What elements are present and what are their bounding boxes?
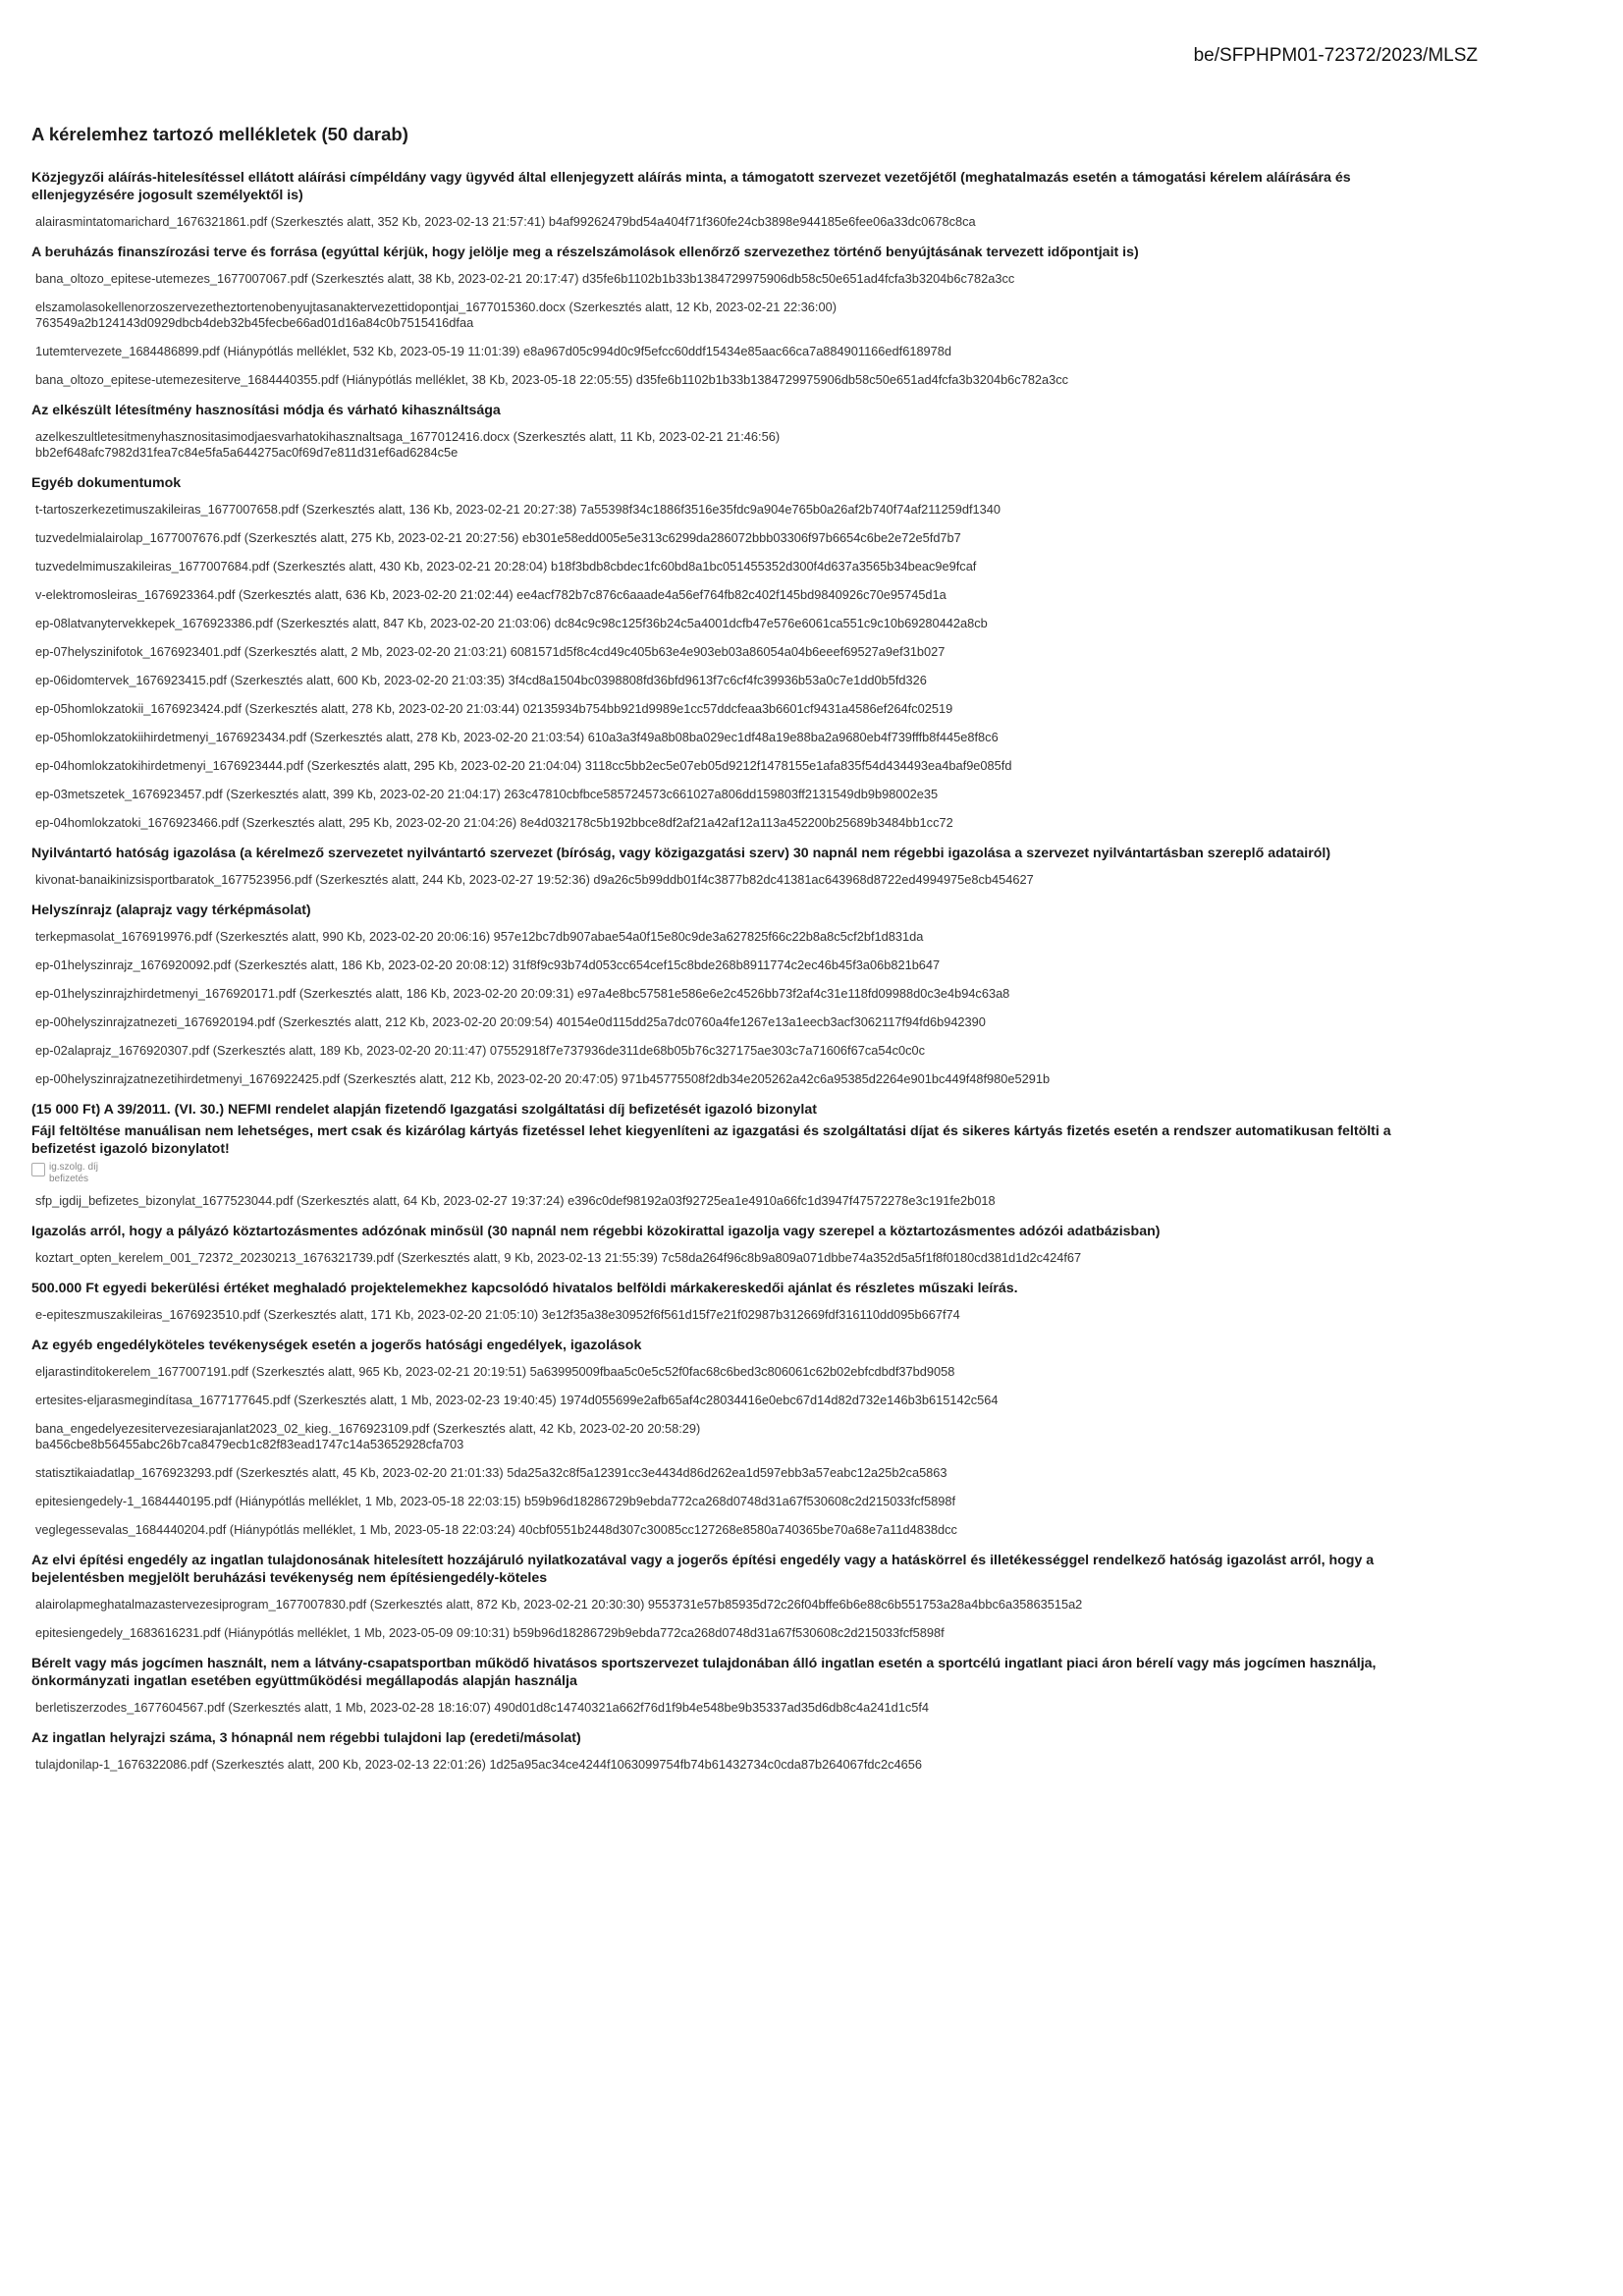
attachment-section	[29, 169, 1443, 230]
attachment-file[interactable]: epitesiengedely-1_1684440195.pdf (Hiánypótlás melléklet, 1 Mb, 2023-05-18 22:03:15) b59b96d18286729b9ebda772ca268d0748d31a67f530608c2d215033fcf5898f	[35, 1494, 956, 1508]
attachment-file[interactable]: veglegessevalas_1684440204.pdf (Hiánypótlás melléklet, 1 Mb, 2023-05-18 22:03:24) 40cbf0551b2448d307c30085cc127268e8580a740365be70a68e7a11d4838dcc	[35, 1522, 957, 1537]
attachment-file[interactable]: ep-02alaprajz_1676920307.pdf (Szerkesztés alatt, 189 Kb, 2023-02-20 20:11:47) 07552918f7e737936de311de68b05b76c327175ae303c7a71606f67ca54c0c0c	[35, 1043, 926, 1058]
page-title: A kérelemhez tartozó mellékletek (50 darab)	[31, 124, 408, 144]
attachment-file[interactable]: ep-05homlokzatokii_1676923424.pdf (Szerkesztés alatt, 278 Kb, 2023-02-20 21:03:44) 02135934b754bb921d9989e1cc57ddcfeaa3b6601cf9431a4586ef264fc02519	[35, 701, 953, 716]
section-title: Helyszínrajz (alaprajz vagy térképmásolat)	[31, 902, 311, 918]
section-title: Az elkészült létesítmény hasznosítási módja és várható kihasználtsága	[31, 403, 501, 418]
attachment-file[interactable]: ep-01helyszinrajz_1676920092.pdf (Szerkesztés alatt, 186 Kb, 2023-02-20 20:08:12) 31f8f9c93b74d053cc654cef15c8bde268b8911774c2ec46b45f3a06b821b647	[35, 957, 941, 972]
attachment-file[interactable]: ep-08latvanytervekkepek_1676923386.pdf (Szerkesztés alatt, 847 Kb, 2023-02-20 21:03:06) dc84c9c98c125f36b24c5a4001dcfb47e576e6061ca551c9c10b69280442a8cb	[35, 616, 988, 630]
attachment-file[interactable]: koztart_opten_kerelem_001_72372_20230213_1676321739.pdf (Szerkesztés alatt, 9 Kb, 2023-02-13 21:55:39) 7c58da264f96c8b9a809a071dbbe74a352d5a5f1f8f0180cd381d1d2c424f67	[35, 1250, 1082, 1265]
attachment-file[interactable]: berletiszerzodes_1677604567.pdf (Szerkesztés alatt, 1 Mb, 2023-02-28 18:16:07) 490d01d8c14740321a662f76d1f9b4e548be9b35337ad35d6db8c4a241d1c5f4	[35, 1700, 930, 1715]
attachment-section	[29, 402, 1443, 461]
attachment-file[interactable]: azelkeszultletesitmenyhasznositasimodjaesvarhatokihasznaltsaga_1677012416.docx (Szerkesztés alatt, 11 Kb, 2023-02-21 21:46:56) bb2ef648afc7982d31fea7c84e5fa5a644275ac0f69d7e811d31ef6ad6284c5e	[35, 429, 781, 460]
attachment-file[interactable]: ep-01helyszinrajzhirdetmenyi_1676920171.pdf (Szerkesztés alatt, 186 Kb, 2023-02-20 20:09:31) e97a4e8bc57581e586e6e2c4526bb73f2af4c31e118fd09988d0c3e4b94c63a8	[35, 986, 1010, 1001]
attachment-file[interactable]: ep-04homlokzatokihirdetmenyi_1676923444.pdf (Szerkesztés alatt, 295 Kb, 2023-02-20 21:04:04) 3118cc5bb2ec5e07eb05d9212f1478155e1afa835f54d434493ea4baf9e085fd	[35, 758, 1012, 773]
attachment-section	[29, 1280, 1443, 1323]
attachment-section	[29, 474, 1443, 831]
document-stamp-icon	[31, 1163, 45, 1176]
section-title: Az egyéb engedélyköteles tevékenységek esetén a jogerős hatósági engedélyek, igazolások	[31, 1338, 642, 1353]
attachment-file[interactable]: terkepmasolat_1676919976.pdf (Szerkesztés alatt, 990 Kb, 2023-02-20 20:06:16) 957e12bc7db907abae54a0f15e80c9de3a627825f66c22b8a8c5cf2bf1d831da	[35, 929, 924, 944]
attachment-file[interactable]: kivonat-banaikinizsisportbaratok_1677523956.pdf (Szerkesztés alatt, 244 Kb, 2023-02-27 19:52:36) d9a26c5b99ddb01f4c3877b82dc41381ac643968d8722ed4994975e8cb454627	[35, 872, 1034, 887]
fee-note-text: Fájl feltöltése manuálisan nem lehetséges, mert csak és kizárólag kártyás fizetéssel lehet kiegyenlíteni az igazgatási és szolgáltatási díjat és sikeres kártyás fizetés esetén a rendszer automatikusan feltölti a befizetést igazoló bizonylatot!	[31, 1123, 1391, 1157]
attachment-file[interactable]: ep-03metszetek_1676923457.pdf (Szerkesztés alatt, 399 Kb, 2023-02-20 21:04:17) 263c47810cbfbce585724573c661027a806dd159803ff2131549db9b98002e35	[35, 787, 939, 801]
attachment-file[interactable]: alairasmintatomarichard_1676321861.pdf (Szerkesztés alatt, 352 Kb, 2023-02-13 21:57:41) b4af99262479bd54a404f71f360fe24cb3898e944185e6fee06a33dc0678c8ca	[35, 214, 976, 229]
attachment-file[interactable]: ertesites-eljarasmegindítasa_1677177645.pdf (Szerkesztés alatt, 1 Mb, 2023-02-23 19:40:45) 1974d055699e2afb65af4c28034416e0ebc67d14d82d732e146b3b615142c564	[35, 1393, 999, 1407]
reference-number: be/SFPHPM01-72372/2023/MLSZ	[1193, 45, 1478, 66]
attachment-file[interactable]: eljarastinditokerelem_1677007191.pdf (Szerkesztés alatt, 965 Kb, 2023-02-21 20:19:51) 5a63995009fbaa5c0e5c52f0fac68c6bed3c806061c62b02ebfcdbdf37bd9058	[35, 1364, 955, 1379]
attachment-file[interactable]: epitesiengedely_1683616231.pdf (Hiánypótlás melléklet, 1 Mb, 2023-05-09 09:10:31) b59b96d18286729b9ebda772ca268d0748d31a67f530608c2d215033fcf5898f	[35, 1625, 945, 1640]
attachment-file[interactable]: tulajdonilap-1_1676322086.pdf (Szerkesztés alatt, 200 Kb, 2023-02-13 22:01:26) 1d25a95ac34ce4244f1063099754fb74b61432734c0cda87b264067fdc2c4656	[35, 1757, 922, 1772]
attachment-file[interactable]: bana_engedelyezesitervezesiarajanlat2023_02_kieg._1676923109.pdf (Szerkesztés alatt, 42 Kb, 2023-02-20 20:58:29) ba456cbe8b56455abc26b7ca8479ecb1c82f83ead1747c14a53652928cfa703	[35, 1421, 701, 1451]
attachment-section	[29, 1552, 1443, 1641]
attachment-file[interactable]: bana_oltozo_epitese-utemezesiterve_1684440355.pdf (Hiánypótlás melléklet, 38 Kb, 2023-05-18 22:05:55) d35fe6b1102b1b33b1384729975906db58c50e651ad4fcfa3b3204b6c782a3cc	[35, 372, 1069, 387]
section-title: Az ingatlan helyrajzi száma, 3 hónapnál nem régebbi tulajdoni lap (eredeti/másolat)	[31, 1730, 581, 1746]
section-title: Egyéb dokumentumok	[31, 475, 182, 491]
section-title: Bérelt vagy más jogcímen használt, nem a látvány-csapatsportban működő hivatásos sportszervezet tulajdonában álló ingatlan esetén a sportcélú ingatlant piaci áron bérelí vagy más jogcímen használja, önkormányzati ingatlan esetében együttműködési megállapodás alapján használja	[31, 1656, 1377, 1689]
fee-section	[29, 1101, 1443, 1209]
attachment-file[interactable]: elszamolasokellenorzoszervezetheztortenobenyujtasanaktervezettidopontjai_1677015360.docx (Szerkesztés alatt, 12 Kb, 2023-02-21 22:36:00) 763549a2b124143d0929dbcb4deb32b45fecbe66ad01d16a84c0b7515416dfaa	[35, 300, 837, 330]
stamp-line-2: befizetés	[49, 1174, 89, 1184]
fee-note-title: (15 000 Ft) A 39/2011. (VI. 30.) NEFMI rendelet alapján fizetendő Igazgatási szolgáltatási díj befizetését igazoló bizonylat	[31, 1102, 817, 1118]
section-title: Közjegyzői aláírás-hitelesítéssel ellátott aláírási címpéldány vagy ügyvéd által ellenjegyzett aláírás minta, a támogatott szervezet vezetőjétől (meghatalmazás esetén a támogatási kérelem aláírására és ellenjegyzésére jogosult személyektől is)	[31, 170, 1351, 203]
attachment-file[interactable]: tuzvedelmimuszakileiras_1677007684.pdf (Szerkesztés alatt, 430 Kb, 2023-02-21 20:28:04) b18f3bdb8cbdec1fc60bd8a1bc051455352d300f4d637a3565b34beac9e9fcaf	[35, 559, 977, 574]
attachment-file[interactable]: statisztikaiadatlap_1676923293.pdf (Szerkesztés alatt, 45 Kb, 2023-02-20 21:01:33) 5da25a32c8f5a12391cc3e4434d86d262ea1d597ebb3a57eabc12a25b2ca5863	[35, 1465, 947, 1480]
fee-stamp	[31, 1162, 1443, 1185]
section-title: 500.000 Ft egyedi bekerülési értéket meghaladó projektelemekhez kapcsolódó hivatalos belföldi márkakereskedői ajánlat és részletes műszaki leírás.	[31, 1281, 1018, 1296]
section-title: Nyilvántartó hatóság igazolása (a kérelmező szervezetet nyilvántartó szervezet (bíróság, vagy közigazgatási szerv) 30 napnál nem régebbi igazolása a szervezet nyilvántartásban szereplő adatairól)	[31, 846, 1331, 861]
attachment-section	[29, 1655, 1443, 1716]
sections-group-b	[29, 1223, 1443, 1773]
attachment-file[interactable]: ep-05homlokzatokiihirdetmenyi_1676923434.pdf (Szerkesztés alatt, 278 Kb, 2023-02-20 21:03:54) 610a3a3f49a8b08ba029ec1df48a19e88ba2a9680eb4f739fffb8f445e8f8c6	[35, 730, 999, 744]
attachment-file[interactable]: tuzvedelmialairolap_1677007676.pdf (Szerkesztés alatt, 275 Kb, 2023-02-21 20:27:56) eb301e58edd005e5e313c6299da286072bbb03306f97b6654c6be2e72e5fd7b7	[35, 530, 961, 545]
sections-group-a	[29, 169, 1443, 1087]
attachment-section	[29, 1337, 1443, 1538]
attachment-file[interactable]: ep-04homlokzatoki_1676923466.pdf (Szerkesztés alatt, 295 Kb, 2023-02-20 21:04:26) 8e4d032178c5b192bbce8df2af21a42af12a113a452200b25689b3484bb1cc72	[35, 815, 953, 830]
attachment-section	[29, 244, 1443, 388]
attachment-section	[29, 1223, 1443, 1266]
attachment-file[interactable]: sfp_igdij_befizetes_bizonylat_1677523044.pdf (Szerkesztés alatt, 64 Kb, 2023-02-27 19:37:24) e396c0def98192a03f92725ea1e4910a66fc1d3947f47572278e3c191fe2b018	[35, 1193, 996, 1208]
attachment-section	[29, 1729, 1443, 1773]
attachment-section	[29, 902, 1443, 1087]
attachment-file[interactable]: bana_oltozo_epitese-utemezes_1677007067.pdf (Szerkesztés alatt, 38 Kb, 2023-02-21 20:17:47) d35fe6b1102b1b33b1384729975906db58c50e651ad4fcfa3b3204b6c782a3cc	[35, 271, 1015, 286]
attachment-file[interactable]: ep-06idomtervek_1676923415.pdf (Szerkesztés alatt, 600 Kb, 2023-02-20 21:03:35) 3f4cd8a1504bc0398808fd36bfd9613f7c6cf4fc39936b53a0c7e1dd0b5fd326	[35, 673, 927, 687]
stamp-line-1: ig.szolg. díj	[49, 1162, 99, 1173]
attachment-file[interactable]: e-epiteszmuszakileiras_1676923510.pdf (Szerkesztés alatt, 171 Kb, 2023-02-20 21:05:10) 3e12f35a38e30952f6f561d15f7e21f02987b312669fdf316110dd095b667f74	[35, 1307, 960, 1322]
attachment-file[interactable]: v-elektromosleiras_1676923364.pdf (Szerkesztés alatt, 636 Kb, 2023-02-20 21:02:44) ee4acf782b7c876c6aaade4a56ef764fb82c402f145bd9840926c70e95745d1a	[35, 587, 947, 602]
section-title: Igazolás arról, hogy a pályázó köztartozásmentes adózónak minősül (30 napnál nem régebbi közokirattal igazolja vagy szerepel a köztartozásmentes adózói adatbázisban)	[31, 1224, 1161, 1239]
attachment-file[interactable]: ep-00helyszinrajzatnezeti_1676920194.pdf (Szerkesztés alatt, 212 Kb, 2023-02-20 20:09:54) 40154e0d115dd25a7dc0760a4fe1267e13a1eecb3acf3062117f94fd6b942390	[35, 1014, 986, 1029]
attachment-list	[29, 124, 1443, 1786]
attachment-file[interactable]: t-tartoszerkezetimuszakileiras_1677007658.pdf (Szerkesztés alatt, 136 Kb, 2023-02-21 20:27:38) 7a55398f34c1886f3516e35fdc9a904e765b0a26af2b740f74af211259df1340	[35, 502, 1001, 517]
attachment-file[interactable]: 1utemtervezete_1684486899.pdf (Hiánypótlás melléklet, 532 Kb, 2023-05-19 11:01:39) e8a967d05c994d0c9f5efcc60ddf15434e85aac66ca7a884901166edf618978d	[35, 344, 952, 358]
section-title: Az elvi építési engedély az ingatlan tulajdonosának hitelesített hozzájáruló nyilatkozatával vagy a jogerős építési engedély vagy a hatáskörrel és illetékességgel rendelkező hatóság igazolást arról, hogy a bejelentésben megjelölt beruházási tevékenység nem építésiengedély-köteles	[31, 1553, 1375, 1586]
attachment-file[interactable]: alairolapmeghatalmazastervezesiprogram_1677007830.pdf (Szerkesztés alatt, 872 Kb, 2023-02-21 20:30:30) 9553731e57b85935d72c26f04bffe6b6e88c6b551753a28a4bbc6a35863515a2	[35, 1597, 1083, 1612]
section-title: A beruházás finanszírozási terve és forrása (egyúttal kérjük, hogy jelölje meg a részelszámolások ellenőrző szervezethez történő benyújtásának tervezett időpontjait is)	[31, 245, 1139, 260]
attachment-file[interactable]: ep-00helyszinrajzatnezetihirdetmenyi_1676922425.pdf (Szerkesztés alatt, 212 Kb, 2023-02-20 20:47:05) 971b45775508f2db34e205262a42c6a95385d2264e901bc449f48f980e5291b	[35, 1071, 1051, 1086]
attachment-file[interactable]: ep-07helyszinifotok_1676923401.pdf (Szerkesztés alatt, 2 Mb, 2023-02-20 21:03:21) 6081571d5f8c4cd49c405b63e4e903eb03a86054a04b6eeef69527a9ef31b027	[35, 644, 946, 659]
attachment-section	[29, 845, 1443, 888]
